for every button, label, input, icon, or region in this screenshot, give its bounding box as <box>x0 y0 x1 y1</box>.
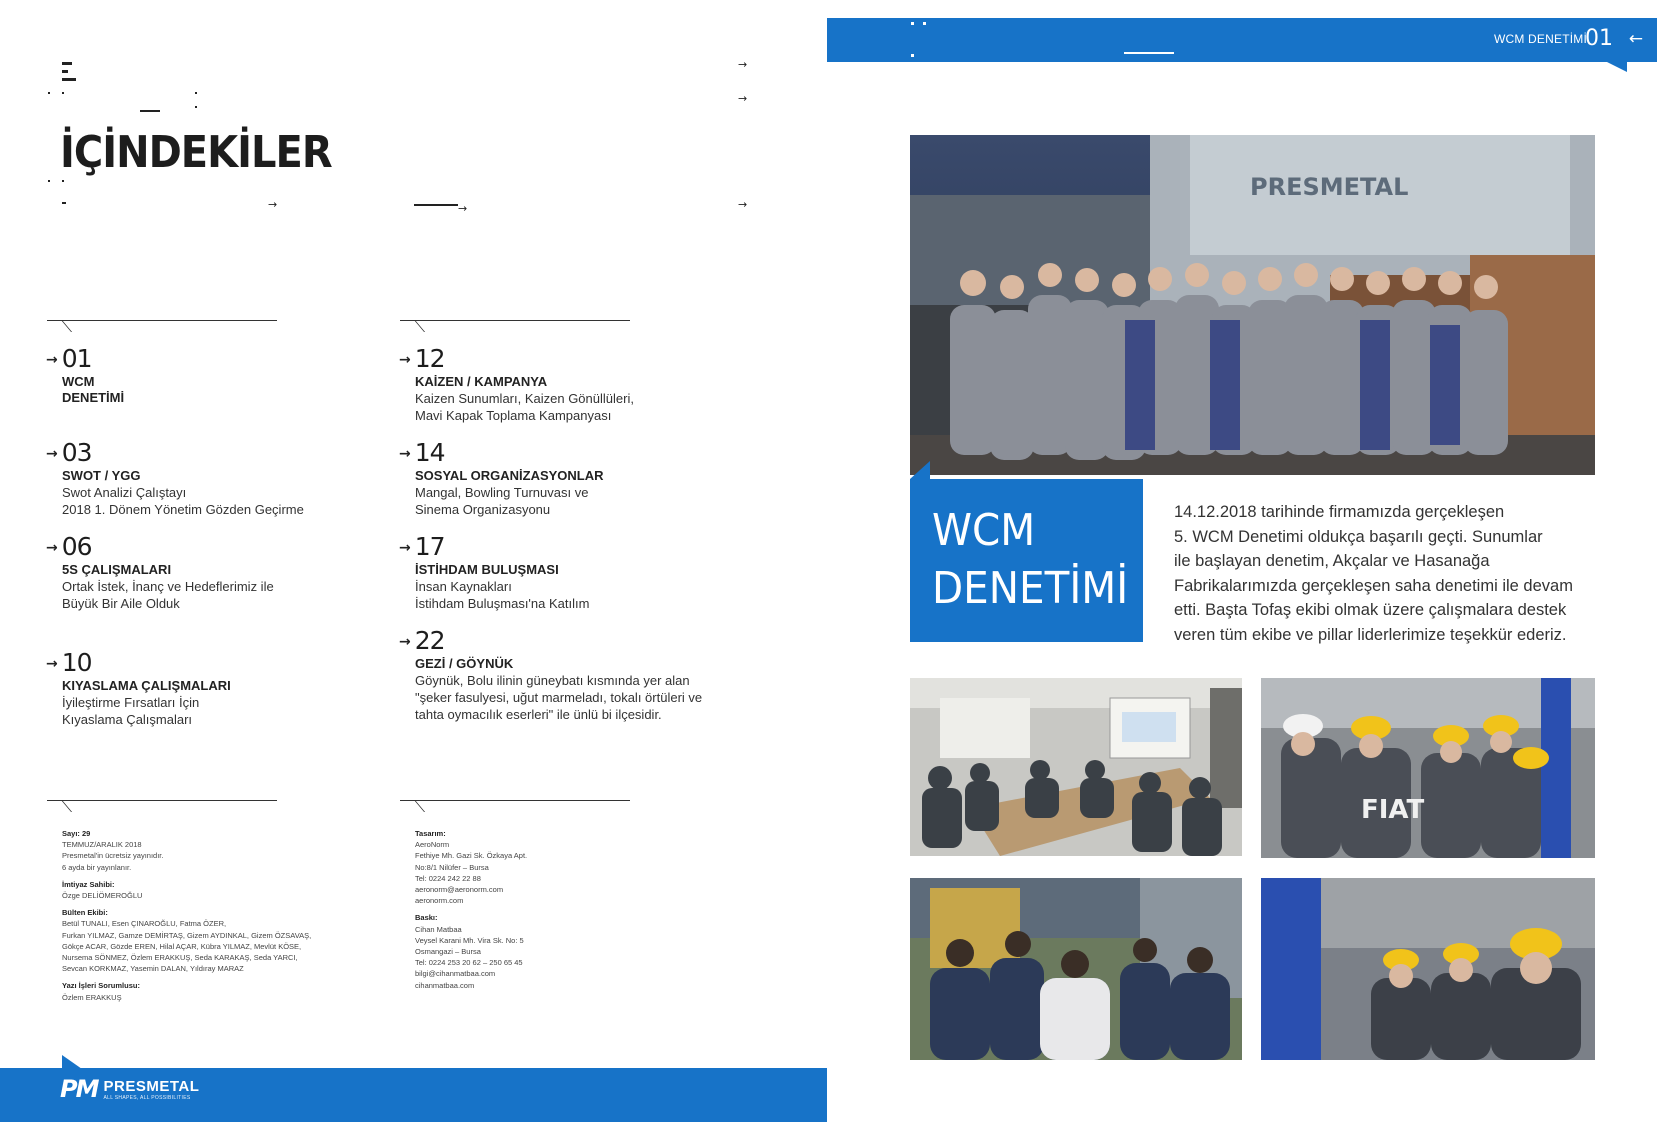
inspection-photo <box>1261 878 1595 1060</box>
toc-page-number: 10 <box>61 648 92 677</box>
colophon-group: İmtiyaz Sahibi: Özge DELİÖMEROĞLU <box>62 879 143 901</box>
toc-item-swot[interactable] <box>46 440 366 518</box>
arrow-right-icon: → <box>399 540 411 556</box>
decor-mark <box>911 22 914 25</box>
article-title-line2: DENETİMİ <box>932 563 1129 614</box>
section-label: WCM DENETİMİ <box>1493 32 1587 46</box>
colophon-group: Bülten Ekibi: Betül TUNALI, Esen ÇINAROĞLU, Fatma ÖZER, Furkan YILMAZ, Gamze DEMİRTAŞ, Gizem AYDINKAL, Gizem ÖZSAVAŞ, Gökçe ACAR, Gözde EREN, Hilal AÇAR, Kübra YILMAZ, Mevlüt KÖSE, Nursema SÖNMEZ, Özlem ERAKKUŞ, Seda KARAKAŞ, Seda YARCI, Sevcan KORKMAZ, Yasemin DALAN, Yıldıray MARAZ <box>62 908 312 974</box>
decor-arrow-icon: → <box>458 202 468 215</box>
section-divider <box>400 800 630 816</box>
toc-heading: KIYASLAMA ÇALIŞMALARI <box>62 678 231 693</box>
page-title: İÇİNDEKİLER <box>60 128 332 178</box>
back-arrow-icon[interactable]: ← <box>1628 29 1643 49</box>
decor-arrow-icon: → <box>738 198 748 211</box>
group-photo <box>910 135 1595 475</box>
decor-mark <box>62 70 68 73</box>
toc-heading: SWOT / YGG <box>62 468 141 483</box>
article-title-line1: WCM <box>932 505 1036 556</box>
toc-page-number: 01 <box>61 344 92 373</box>
left-page <box>0 0 827 1122</box>
toc-item-kiyaslama[interactable] <box>46 650 366 728</box>
toc-page-number: 17 <box>414 532 445 561</box>
toc-heading: SOSYAL ORGANİZASYONLAR <box>415 468 604 483</box>
right-page <box>827 0 1657 1122</box>
colophon-right <box>415 828 615 997</box>
decor-mark <box>62 180 64 182</box>
arrow-right-icon: → <box>46 352 58 368</box>
arrow-right-icon: → <box>399 352 411 368</box>
toc-item-wcm[interactable] <box>46 346 366 406</box>
toc-heading: KAİZEN / KAMPANYA <box>415 374 548 389</box>
decor-arrow-icon: → <box>738 58 748 71</box>
decor-mark <box>62 202 66 204</box>
decor-mark <box>62 92 64 94</box>
decor-mark <box>414 204 458 206</box>
presmetal-logo <box>60 1075 199 1103</box>
footer-bar-tab <box>62 1055 82 1069</box>
colophon-group: Sayı: 29 TEMMUZ/ARALIK 2018 Presmetal'in ücretsiz yayınıdır. 6 ayda bir yayınlanır. <box>62 829 164 872</box>
factory-floor-photo <box>910 878 1242 1060</box>
logo-tagline: ALL SHAPES, ALL POSSIBILITIES <box>103 1094 191 1101</box>
toc-item-sosyal[interactable] <box>399 440 759 518</box>
toc-item-kaizen[interactable] <box>399 346 759 424</box>
toc-description: İnsan Kaynakları İstihdam Buluşması'na Katılım <box>415 579 590 611</box>
toc-page-number: 12 <box>414 344 445 373</box>
toc-heading: GEZİ / GÖYNÜK <box>415 656 514 671</box>
section-number: 01 <box>1585 26 1613 51</box>
decor-mark <box>195 92 197 94</box>
helmet-fiat-text: FIAT <box>1361 795 1425 825</box>
decor-arrow-icon: → <box>738 92 748 105</box>
arrow-right-icon: → <box>46 540 58 556</box>
decor-mark <box>140 110 160 112</box>
toc-page-number: 06 <box>61 532 92 561</box>
decor-mark <box>62 62 72 65</box>
colophon-group: Baskı: Cihan Matbaa Veysel Karani Mh. Vira Sk. No: 5 Osmangazi – Bursa Tel: 0224 253 20 62 – 250 65 45 bilgi@cihanmatbaa.com cihanmatbaa.com <box>415 913 524 990</box>
logo-brand-name: PRESMETAL <box>103 1077 200 1095</box>
toc-description: Swot Analizi Çalıştayı 2018 1. Dönem Yönetim Gözden Geçirme <box>62 485 304 517</box>
decor-mark <box>62 78 76 81</box>
decor-mark <box>195 106 197 108</box>
toc-item-istihdam[interactable] <box>399 534 759 612</box>
toc-heading: 5S ÇALIŞMALARI <box>62 562 172 577</box>
toc-page-number: 14 <box>414 438 445 467</box>
header-bar <box>827 18 1657 62</box>
section-divider <box>400 320 630 336</box>
building-sign-text: PRESMETAL <box>1250 173 1409 201</box>
decor-mark <box>923 22 926 25</box>
arrow-right-icon: → <box>399 634 411 650</box>
arrow-right-icon: → <box>46 656 58 672</box>
decor-mark <box>48 92 50 94</box>
colophon-left <box>62 828 362 1009</box>
toc-description: İyileştirme Fırsatları İçin Kıyaslama Çalışmaları <box>62 695 200 727</box>
toc-item-5s[interactable] <box>46 534 366 612</box>
article-intro: 14.12.2018 tarihinde firmamızda gerçekleşen 5. WCM Denetimi oldukça başarılı geçti. Sunumlar ile başlayan denetim, Akçalar ve Hasanağa Fabrikalarımızda gerçekleşen saha denetimi ile devam etti. Başta Tofaş ekibi olmak üzere çalışmalara destek veren tüm ekibe ve pillar liderlerimize teşekkür ederiz. <box>1174 503 1573 644</box>
arrow-right-icon: → <box>46 446 58 462</box>
colophon-group: Tasarım: AeroNorm Fethiye Mh. Gazi Sk. Özkaya Apt. No:8/1 Nilüfer – Bursa Tel: 0224 242 22 88 aeronorm@aeronorm.com aeronorm.com <box>415 829 528 906</box>
toc-item-gezi[interactable] <box>399 628 779 723</box>
toc-page-number: 22 <box>414 626 445 655</box>
toc-description: Ortak İstek, İnanç ve Hedeflerimiz ile Büyük Bir Aile Olduk <box>62 579 274 611</box>
decor-line <box>1124 52 1174 54</box>
toc-heading: WCM DENETİMİ <box>62 374 125 405</box>
arrow-right-icon: → <box>399 446 411 462</box>
toc-description: Göynük, Bolu ilinin güneybatı kısmında yer alan "şeker fasulyesi, uğut marmeladı, tokalı örtüleri ve tahta oymacılık eserleri" ile ünlü bi ilçesidir. <box>415 673 703 722</box>
toc-description: Kaizen Sunumları, Kaizen Gönüllüleri, Mavi Kapak Toplama Kampanyası <box>415 391 634 423</box>
toc-page-number: 03 <box>61 438 92 467</box>
toc-description: Mangal, Bowling Turnuvası ve Sinema Organizasyonu <box>415 485 589 517</box>
decor-mark <box>48 180 50 182</box>
helmets-photo <box>1261 678 1595 858</box>
toc-heading: İSTİHDAM BULUŞMASI <box>415 562 559 577</box>
header-bar-tab <box>1607 62 1627 72</box>
article-title-box <box>910 479 1143 642</box>
logo-mark: PM <box>60 1075 98 1103</box>
decor-arrow-icon: → <box>268 198 278 211</box>
meeting-photo <box>910 678 1242 856</box>
section-divider <box>47 320 277 336</box>
colophon-group: Yazı İşleri Sorumlusu: Özlem ERAKKUŞ <box>62 981 140 1002</box>
decor-mark <box>911 54 914 57</box>
section-divider <box>47 800 277 816</box>
